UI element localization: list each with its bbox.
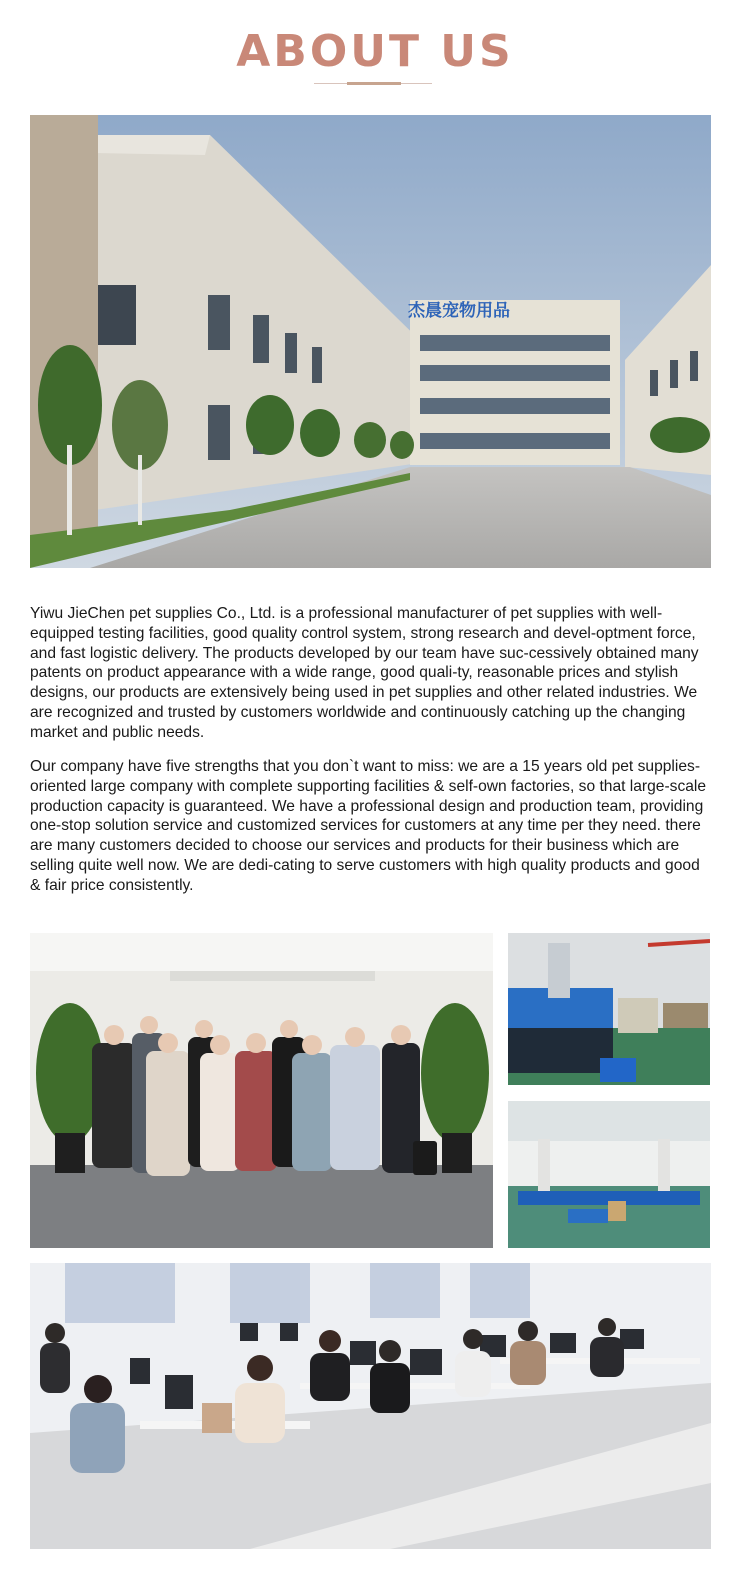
- page-title: ABOUT US: [236, 26, 514, 77]
- factory-building-photo: [30, 115, 711, 568]
- assembly-workshop-photo: [508, 1101, 710, 1248]
- about-paragraph-2: Our company have five strengths that you don`t want to miss: we are a 15 years old pet supplies-oriented large company with complete supporting facilities & self-own factories, so that large-scale production capacity is guaranteed. We have a professional design and production team, providing one-stop solution service and customized services for customers at any time per they need. there are many customers decided to choose our services and products for their business which are selling quite well now. We are dedi-cating to serve customers with high quality products and good & fair price consistently.: [30, 758, 707, 894]
- office-team-photo: [30, 1263, 711, 1549]
- factory-sign-text: 杰晨宠物用品: [408, 301, 510, 321]
- injection-machines-photo: [508, 933, 710, 1085]
- about-paragraph-1: Yiwu JieChen pet supplies Co., Ltd. is a professional manufacturer of pet supplies with well-equipped testing facilities, good quality control system, strong research and devel-optment force, and fast logistic delivery. The products developed by our team have suc-cessively obtained many patents on product appearance with a wide range, good quali-ty, reasonable prices and stylish designs, our products are extensively being used in pet supplies and other related industries. We are recognized and trusted by customers worldwide and continuously catching up the changing market and public needs.: [30, 605, 699, 741]
- team-group-photo: [30, 933, 493, 1248]
- title-divider-accent: [347, 82, 401, 85]
